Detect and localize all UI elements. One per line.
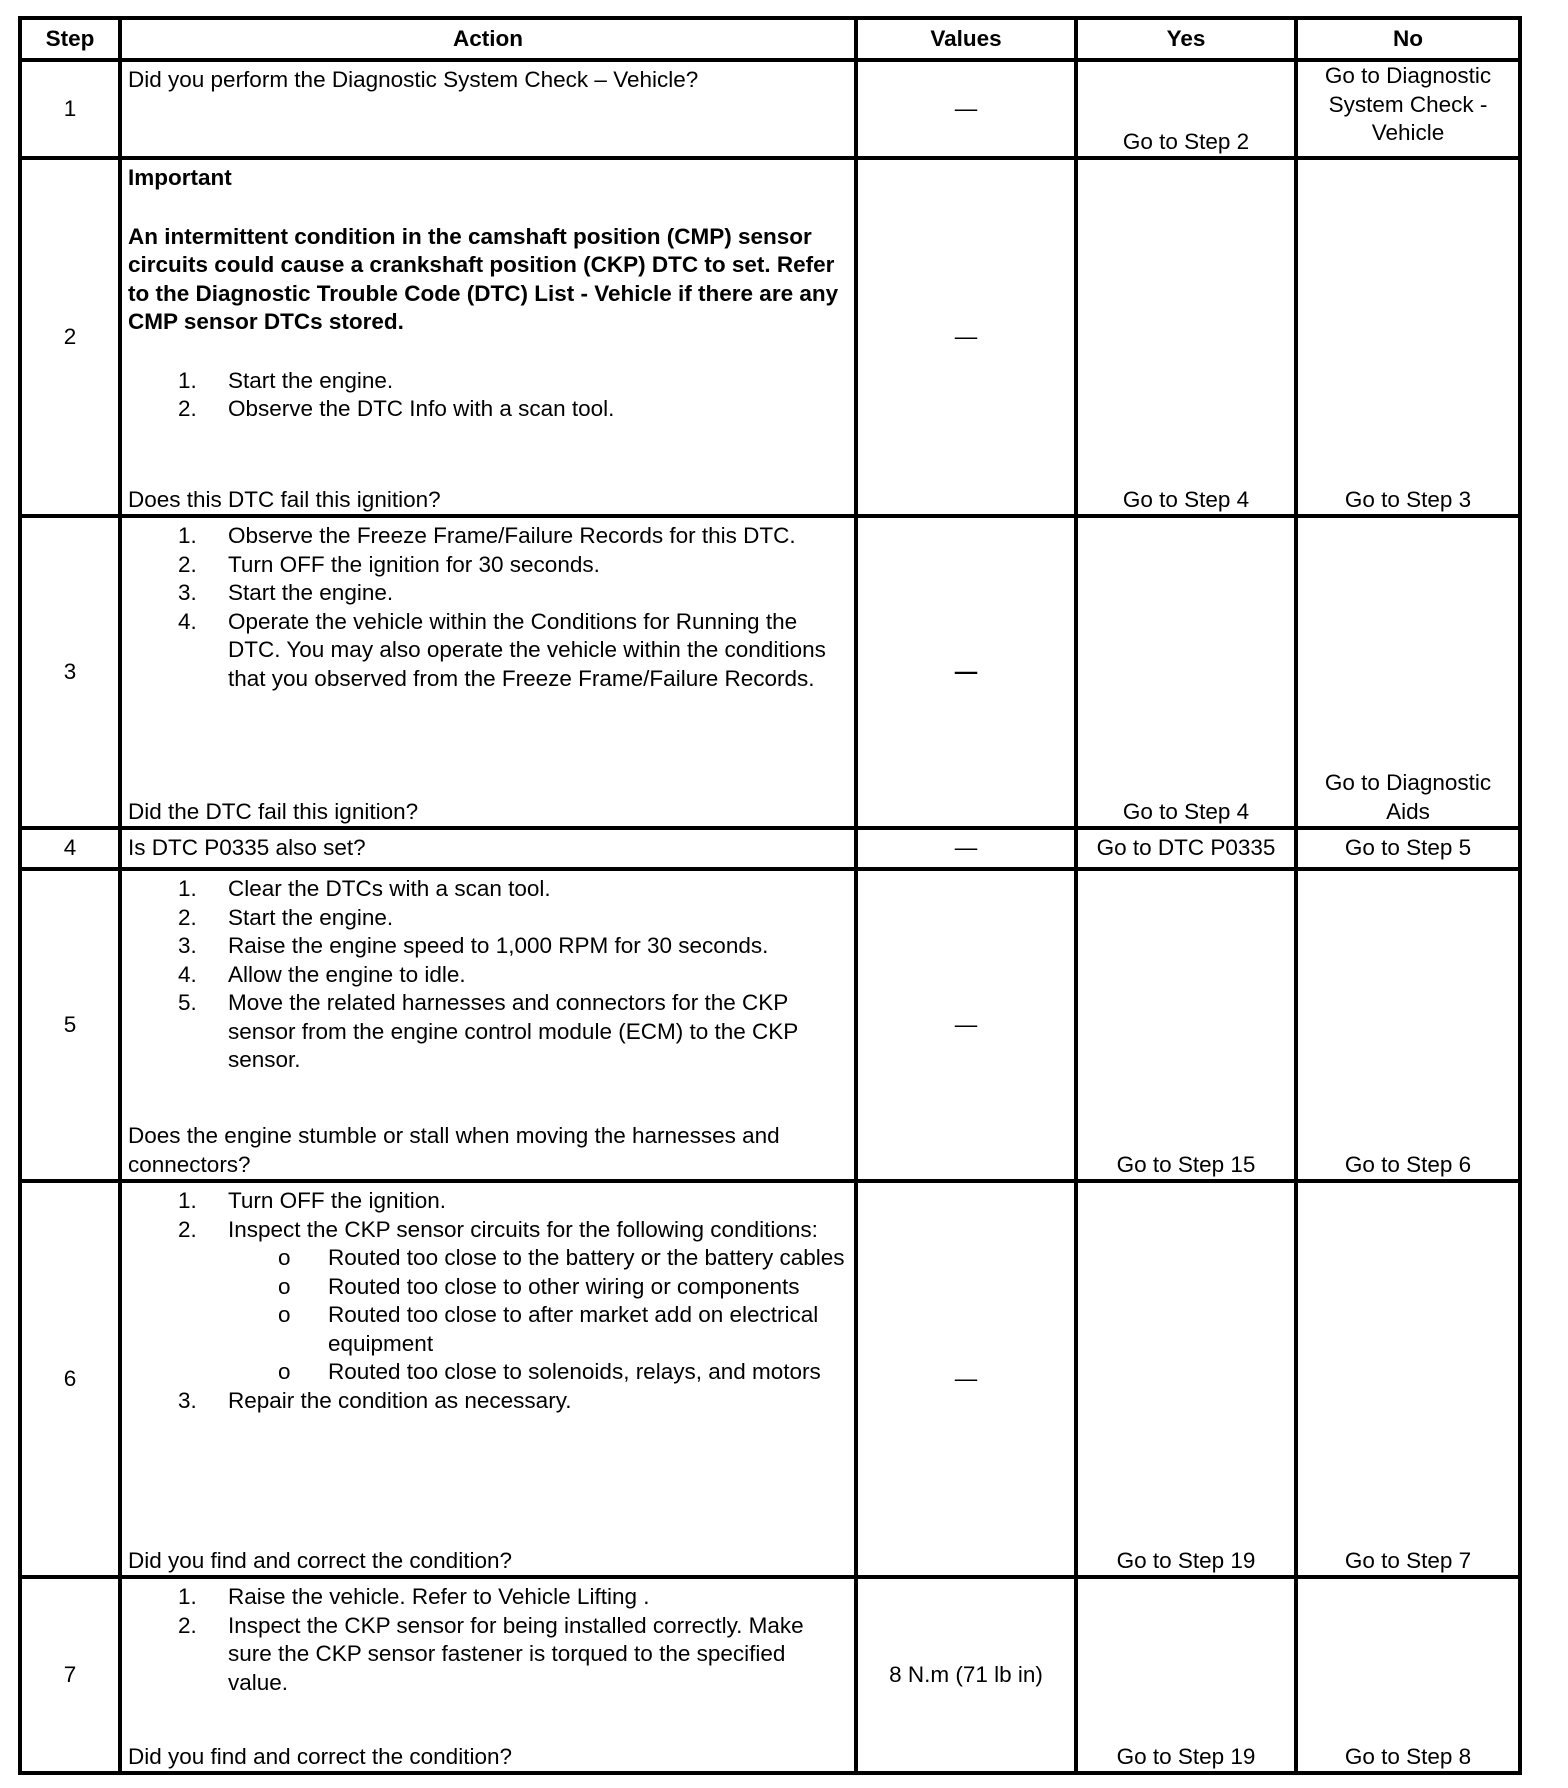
values-dash: —	[954, 658, 978, 684]
list-text: Clear the DTCs with a scan tool.	[228, 876, 551, 901]
list-item	[128, 989, 848, 1075]
list-item	[228, 1244, 848, 1273]
header-no: No	[1296, 18, 1520, 60]
step-number: 6	[20, 1181, 120, 1577]
list-number: 3.	[178, 933, 197, 958]
list-item	[128, 875, 848, 904]
list-text: Raise the engine speed to 1,000 RPM for 30 seconds.	[228, 933, 769, 958]
action-cell	[120, 1181, 856, 1577]
no-line: Go to Diagnostic	[1324, 770, 1492, 795]
list-text: Routed too close to solenoids, relays, and motors	[328, 1359, 821, 1384]
list-item	[128, 608, 848, 694]
no-cell: Go to Step 5	[1296, 828, 1520, 869]
list-number: 2.	[178, 1216, 197, 1242]
list-number: 3.	[178, 580, 197, 605]
step-number: 1	[20, 60, 120, 158]
step-number: 5	[20, 869, 120, 1181]
step-list	[128, 1187, 848, 1415]
list-number: 2.	[178, 904, 197, 930]
yes-cell: Go to Step 2	[1076, 60, 1296, 158]
list-item	[128, 367, 848, 396]
list-text: Routed too close to after market add on electrical equipment	[328, 1302, 819, 1356]
table-row-step-7	[20, 1577, 1520, 1773]
diagnostic-table	[18, 16, 1522, 1775]
step-number: 2	[20, 158, 120, 516]
action-cell	[120, 158, 856, 516]
yes-cell: Go to Step 19	[1076, 1577, 1296, 1773]
action-question: Is DTC P0335 also set?	[128, 835, 366, 861]
no-cell: Go to Step 6	[1296, 869, 1520, 1181]
list-text: Raise the vehicle. Refer to Vehicle Lifting .	[228, 1584, 650, 1609]
header-values: Values	[856, 18, 1076, 60]
action-cell	[120, 1577, 856, 1773]
action-cell	[120, 60, 856, 158]
no-cell: Go to Step 7	[1296, 1181, 1520, 1577]
list-number: 1.	[178, 523, 197, 548]
list-text: Start the engine.	[228, 904, 394, 930]
yes-cell: Go to DTC P0335	[1076, 828, 1296, 869]
no-line: Aids	[1386, 798, 1430, 824]
action-question: Does the engine stumble or stall when moving the harnesses and connectors?	[128, 1123, 780, 1177]
step-list	[128, 1583, 848, 1697]
list-item	[228, 1358, 848, 1387]
yes-cell: Go to Step 4	[1076, 158, 1296, 516]
no-line: Vehicle	[1371, 120, 1445, 145]
action-cell	[120, 828, 856, 869]
action-question: Does this DTC fail this ignition?	[128, 486, 441, 512]
header-action: Action	[120, 18, 856, 60]
list-text: Start the engine.	[228, 367, 394, 393]
list-item	[128, 1612, 848, 1698]
list-text: Inspect the CKP sensor for being installed correctly. Make sure the CKP sensor fastener is torqued to the specified value.	[228, 1612, 804, 1695]
action-question: Did the DTC fail this ignition?	[128, 798, 419, 824]
table-row-step-6	[20, 1181, 1520, 1577]
bullet-icon: o	[278, 1302, 291, 1327]
no-cell: Go to Step 8	[1296, 1577, 1520, 1773]
list-text: Inspect the CKP sensor circuits for the following conditions:	[228, 1216, 818, 1242]
header-step: Step	[20, 18, 120, 60]
values-cell	[856, 516, 1076, 828]
header-row	[20, 18, 1520, 60]
step-number: 3	[20, 516, 120, 828]
list-number: 5.	[178, 990, 197, 1015]
action-question: Did you find and correct the condition?	[128, 1547, 512, 1573]
action-cell	[120, 516, 856, 828]
table-row-step-2	[20, 158, 1520, 516]
list-number: 1.	[178, 1188, 197, 1213]
list-item	[228, 1273, 848, 1302]
table-row-step-4	[20, 828, 1520, 869]
list-item	[128, 522, 848, 551]
bullet-icon: o	[278, 1245, 291, 1270]
table-row-step-3	[20, 516, 1520, 828]
list-item	[128, 961, 848, 990]
yes-cell: Go to Step 4	[1076, 516, 1296, 828]
step-number: 4	[20, 828, 120, 869]
list-text: Move the related harnesses and connectors for the CKP sensor from the engine control module (ECM) to the CKP sensor.	[228, 990, 798, 1072]
list-text: Observe the DTC Info with a scan tool.	[228, 396, 615, 421]
list-item	[128, 932, 848, 961]
no-cell	[1296, 516, 1520, 828]
list-number: 1.	[178, 1584, 197, 1609]
list-text: Allow the engine to idle.	[228, 961, 466, 987]
list-item	[128, 1583, 848, 1612]
list-item	[128, 904, 848, 933]
no-cell	[1296, 60, 1520, 158]
list-item	[128, 579, 848, 608]
values-cell: —	[856, 1181, 1076, 1577]
yes-cell: Go to Step 19	[1076, 1181, 1296, 1577]
list-text: Start the engine.	[228, 580, 394, 605]
header-yes: Yes	[1076, 18, 1296, 60]
no-line: Go to Diagnostic	[1324, 63, 1492, 88]
list-number: 1.	[178, 367, 197, 393]
important-title: Important	[128, 165, 232, 190]
values-cell: —	[856, 60, 1076, 158]
list-text: Turn OFF the ignition for 30 seconds.	[228, 551, 600, 577]
table-row-step-1	[20, 60, 1520, 158]
list-number: 4.	[178, 961, 197, 987]
list-item	[128, 551, 848, 580]
bullet-icon: o	[278, 1359, 291, 1384]
list-text: Observe the Freeze Frame/Failure Records for this DTC.	[228, 523, 796, 548]
list-text: Routed too close to other wiring or components	[328, 1273, 800, 1299]
values-cell: —	[856, 869, 1076, 1181]
values-cell: 8 N.m (71 lb in)	[856, 1577, 1076, 1773]
condition-list	[128, 1244, 848, 1387]
list-item	[128, 1187, 848, 1216]
list-item	[128, 1387, 848, 1416]
list-text: Operate the vehicle within the Conditions for Running the DTC. You may also operate the vehicle within the conditions that you observed from the Freeze Frame/Failure Records.	[228, 608, 826, 691]
list-number: 2.	[178, 551, 197, 577]
step-list	[128, 522, 848, 693]
step-number: 7	[20, 1577, 120, 1773]
list-item	[128, 1216, 848, 1387]
list-text: Repair the condition as necessary.	[228, 1387, 572, 1413]
bullet-icon: o	[278, 1273, 291, 1299]
list-number: 2.	[178, 1612, 197, 1638]
values-cell: —	[856, 828, 1076, 869]
no-line: System Check -	[1328, 91, 1488, 117]
list-number: 2.	[178, 396, 197, 421]
table-row-step-5	[20, 869, 1520, 1181]
action-question: Did you find and correct the condition?	[128, 1743, 512, 1769]
step-list	[128, 367, 848, 424]
list-text: Routed too close to the battery or the battery cables	[328, 1245, 845, 1270]
list-text: Turn OFF the ignition.	[228, 1188, 447, 1213]
important-text: An intermittent condition in the camshaft position (CMP) sensor circuits could cause a crankshaft position (CKP) DTC to set. Refer to the Diagnostic Trouble Code (DTC) List - Vehicle if there are any CMP sensor DTCs stored.	[128, 223, 839, 334]
list-item	[228, 1301, 848, 1358]
yes-cell: Go to Step 15	[1076, 869, 1296, 1181]
step-list	[128, 875, 848, 1075]
list-number: 4.	[178, 608, 197, 634]
action-question: Did you perform the Diagnostic System Check – Vehicle?	[128, 67, 699, 92]
list-number: 3.	[178, 1387, 197, 1413]
list-item	[128, 395, 848, 424]
list-number: 1.	[178, 876, 197, 901]
values-cell: —	[856, 158, 1076, 516]
action-cell	[120, 869, 856, 1181]
no-cell: Go to Step 3	[1296, 158, 1520, 516]
